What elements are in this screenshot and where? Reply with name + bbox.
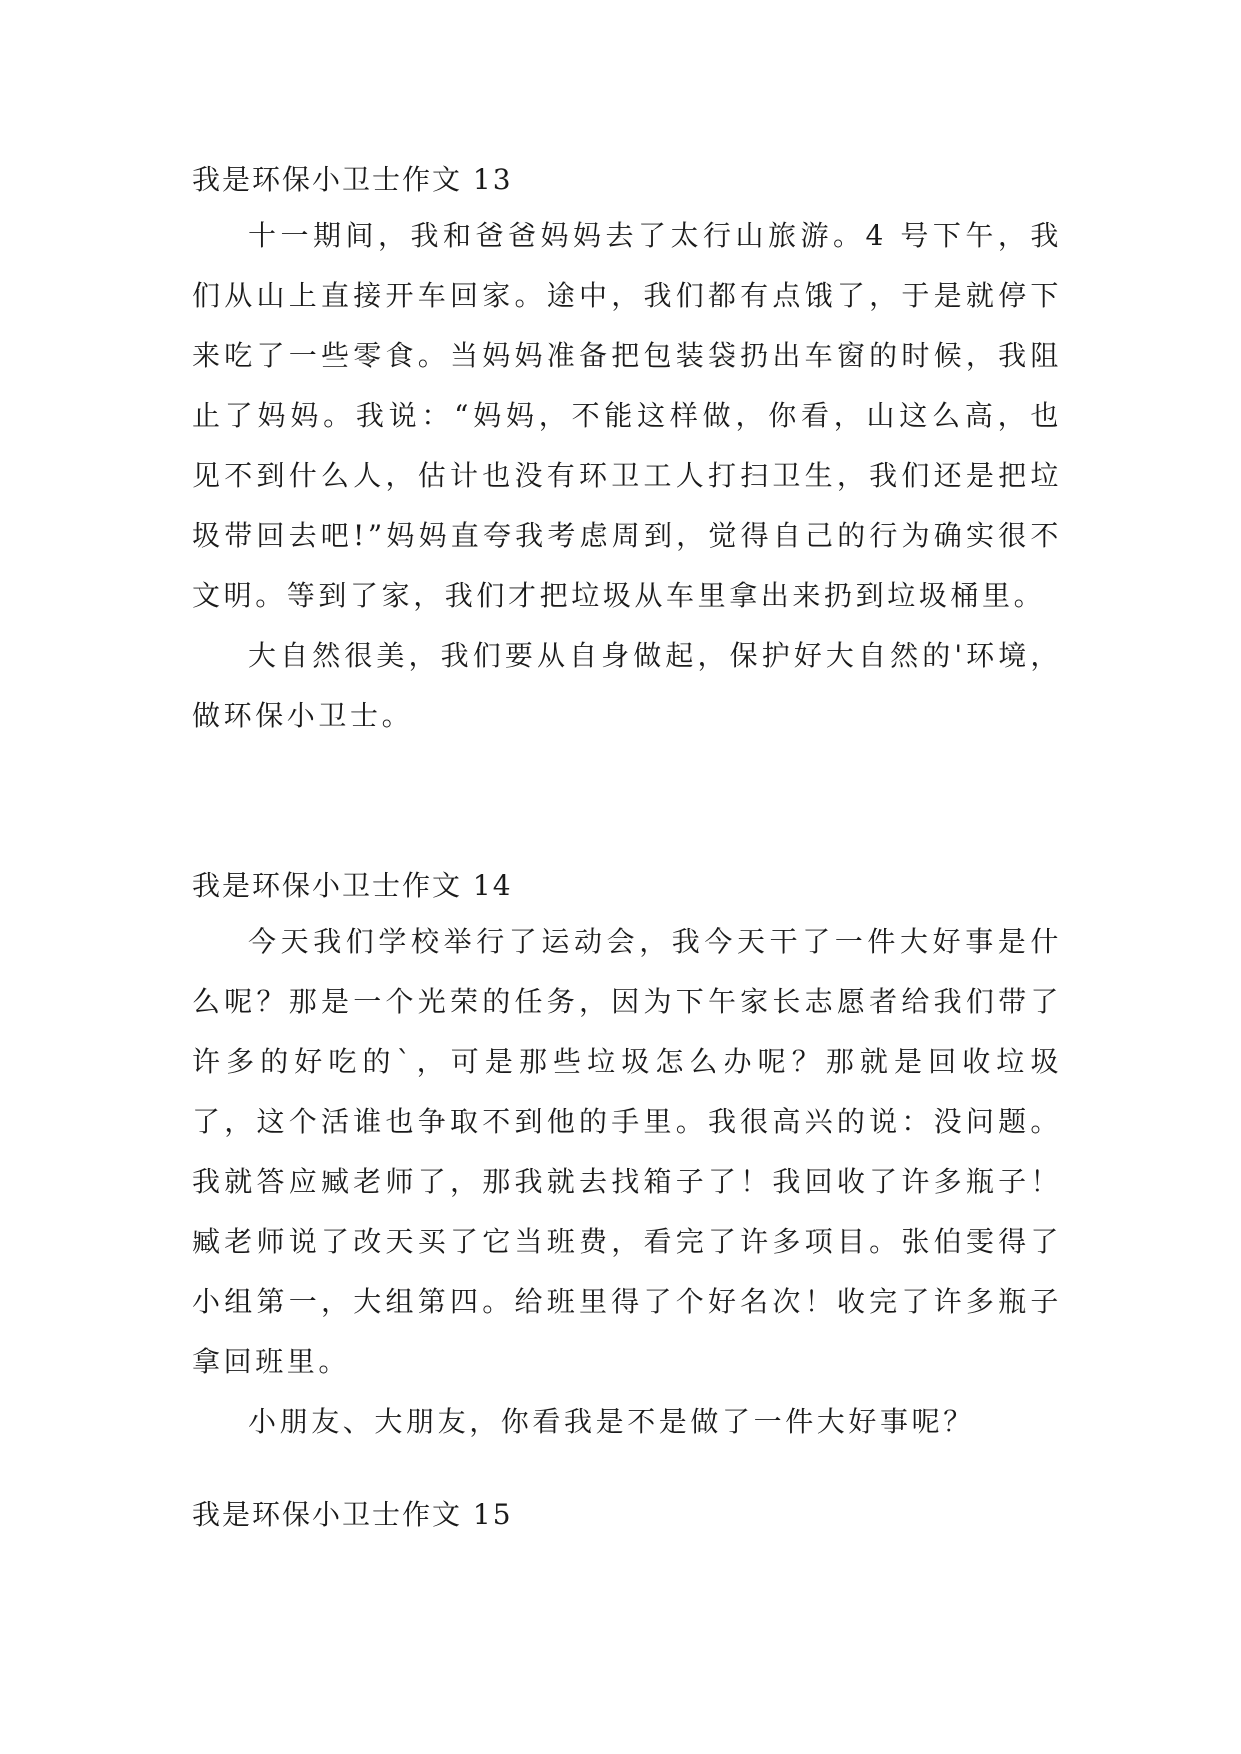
- essay-13: [192, 160, 1062, 746]
- essay-title: 我是环保小卫士作文 14: [192, 869, 513, 902]
- essay-paragraph: 小朋友、大朋友，你看我是不是做了一件大好事呢？: [248, 1405, 975, 1438]
- essay-title: 我是环保小卫士作文 13: [192, 163, 513, 196]
- essay-title: 我是环保小卫士作文 15: [192, 1498, 513, 1531]
- essay-paragraph: 大自然很美，我们要从自身做起，保护好大自然的'环境，做环保小卫士。: [192, 639, 1062, 732]
- essay-paragraph: 十一期间，我和爸爸妈妈去了太行山旅游。4 号下午，我们从山上直接开车回家。途中，我们都有点饿了，于是就停下来吃了一些零食。当妈妈准备把包装袋扔出车窗的时候，我阻止了妈妈。我说：“妈妈，不能这样做，你看，山这么高，也见不到什么人，估计也没有环卫工人打扫卫生，我们还是把垃圾带回去吧!”妈妈直夸我考虑周到，觉得自己的行为确实很不文明。等到了家，我们才把垃圾从车里拿出来扔到垃圾桶里。: [192, 219, 1062, 612]
- essay-paragraph: 今天我们学校举行了运动会，我今天干了一件大好事是什么呢？那是一个光荣的任务，因为下午家长志愿者给我们带了许多的好吃的`，可是那些垃圾怎么办呢？那就是回收垃圾了，这个活谁也争取不到他的手里。我很高兴的说：没问题。我就答应臧老师了，那我就去找箱子了！我回收了许多瓶子！臧老师说了改天买了它当班费，看完了许多项目。张伯雯得了小组第一，大组第四。给班里得了个好名次！收完了许多瓶子拿回班里。: [192, 925, 1062, 1378]
- essay-14: [192, 866, 1062, 1452]
- essay-15: [192, 1495, 1062, 1535]
